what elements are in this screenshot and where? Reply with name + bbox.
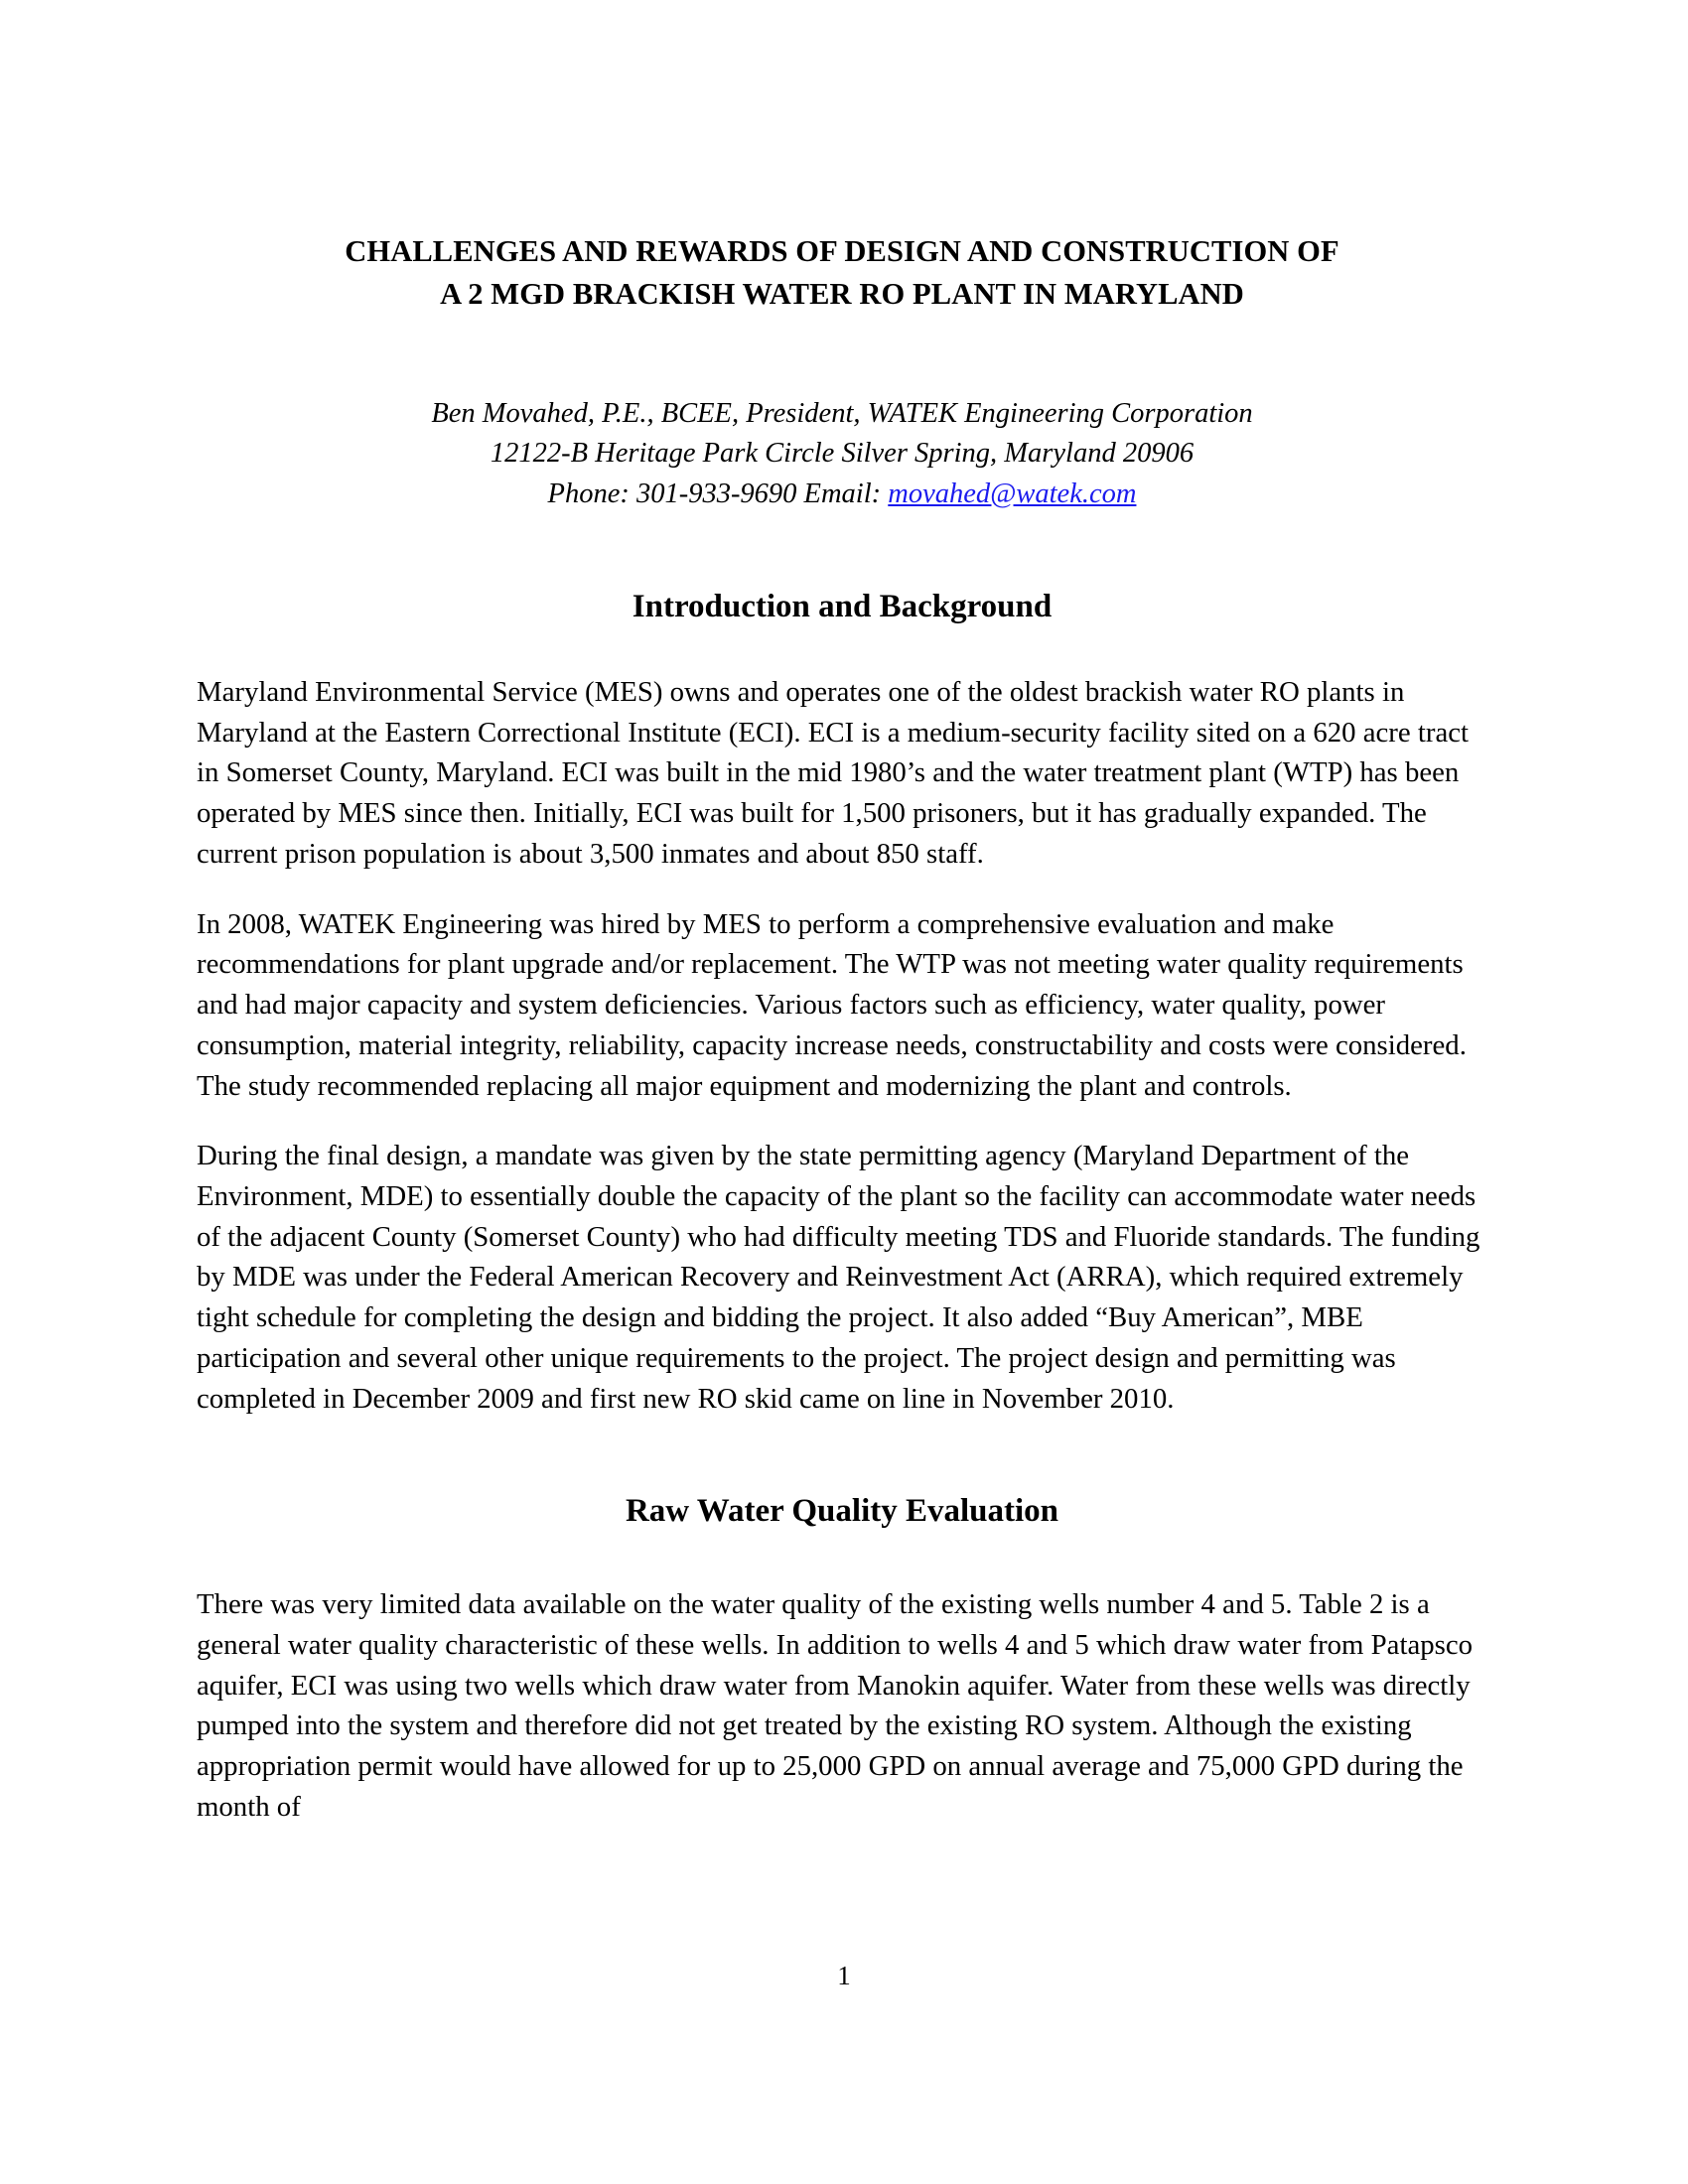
paragraph: There was very limited data available on the water quality of the existing wells number 4 and 5. Table 2 is a general water quality characteristic of these wells. In addition to wells 4 and 5 which draw water from Patapsco aquifer, ECI was using two wells which draw water from Manokin aquifer. Water from these wells was directly pumped into the system and therefore did not get treated by the existing RO system. Although the existing appropriation permit would have allowed for up to 25,000 GPD on annual average and 75,000 GPD during the month of — [197, 1588, 1474, 1823]
page-title — [197, 230, 1487, 317]
section-heading-introduction: Introduction and Background — [632, 589, 1053, 624]
section-raw-water-quality — [197, 1490, 1487, 1827]
section-introduction — [197, 586, 1487, 1419]
author-byline — [197, 394, 1487, 514]
page-number: 1 — [837, 1961, 851, 1990]
page-content — [197, 0, 1487, 1828]
title-line-2: A 2 MGD BRACKISH WATER RO PLANT IN MARYLAND — [440, 277, 1244, 312]
phone-text: Phone: 301-933-9690 Email: — [547, 478, 889, 509]
paragraph: Maryland Environmental Service (MES) owns and operates one of the oldest brackish water RO plants in Maryland at the Eastern Correctional Institute (ECI). ECI is a medium-security facility sited on a 620 acre tract in Somerset County, Maryland. ECI was built in the mid 1980’s and the water treatment plant (WTP) has been operated by MES since then. Initially, ECI was built for 1,500 prisoners, but it has gradually expanded. The current prison population is about 3,500 inmates and about 850 staff. — [197, 675, 1470, 870]
author-line: Ben Movahed, P.E., BCEE, President, WATEK Engineering Corporation — [431, 397, 1253, 429]
paragraph: In 2008, WATEK Engineering was hired by MES to perform a comprehensive evaluation and make recommendations for plant upgrade and/or replacement. The WTP was not meeting water quality requirements and had major capacity and system deficiencies. Various factors such as efficiency, water quality, power consumption, material integrity, reliability, capacity increase needs, constructability and costs were considered. The study recommended replacing all major equipment and modernizing the plant and controls. — [197, 907, 1467, 1102]
address-line: 12122-B Heritage Park Circle Silver Spring, Maryland 20906 — [490, 438, 1195, 470]
contact-line — [197, 475, 1487, 514]
section-heading-raw-water-quality: Raw Water Quality Evaluation — [625, 1493, 1059, 1530]
email-link[interactable]: movahed@watek.com — [888, 478, 1137, 509]
title-line-1: CHALLENGES AND REWARDS OF DESIGN AND CONSTRUCTION OF — [345, 234, 1339, 268]
paragraph: During the final design, a mandate was given by the state permitting agency (Maryland Department of the Environment, MDE) to essentially double the capacity of the plant so the facility can accommodate water needs of the adjacent County (Somerset County) who had difficulty meeting TDS and Fluoride standards. The funding by MDE was under the Federal American Recovery and Reinvestment Act (ARRA), which required extremely tight schedule for completing the design and bidding the project. It also added “Buy American”, MBE participation and several other unique requirements to the project. The project design and permitting was completed in December 2009 and first new RO skid came on line in November 2010. — [197, 1140, 1480, 1415]
